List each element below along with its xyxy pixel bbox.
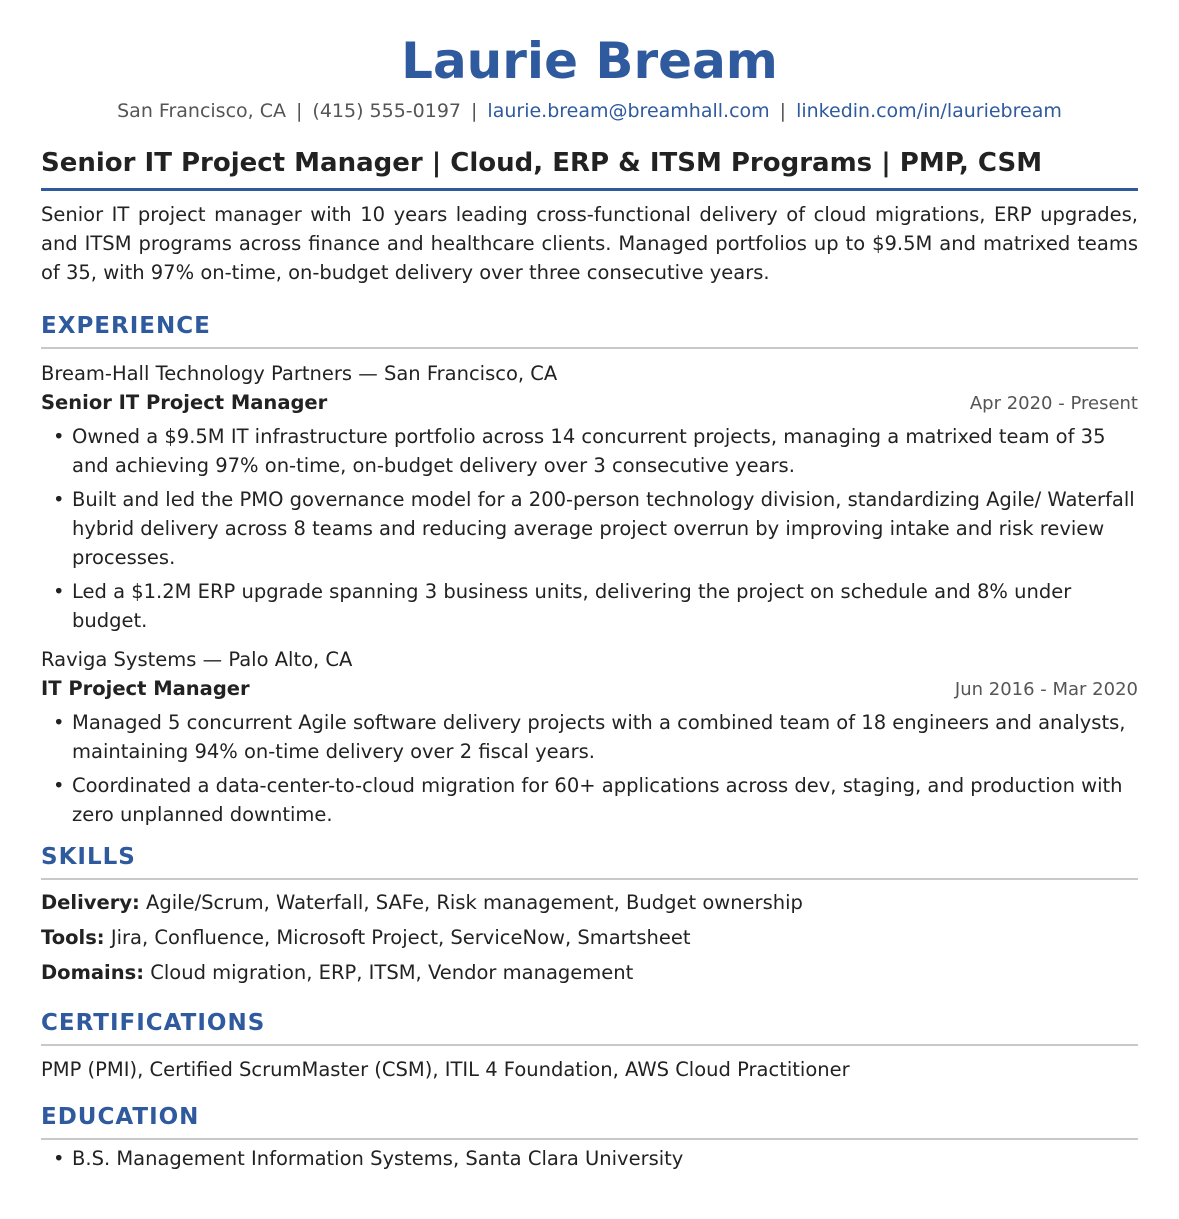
achievement-item [41,708,1138,766]
achievement-text: Coordinated a data-center-to-cloud migration for 60+ applications across dev, staging, and production with zero unplanned downtime. [72,774,1123,826]
achievement-item [41,771,1138,829]
achievement-text: Managed 5 concurrent Agile software delivery projects with a combined team of 18 engineers and analysts, maintaining 94% on-time delivery over 2 fiscal years. [72,711,1126,763]
achievement-text: Led a $1.2M ERP upgrade spanning 3 business units, delivering the project on schedule and 8% under budget. [72,580,1072,632]
education-text: B.S. Management Information Systems, Santa Clara University [72,1147,684,1170]
role-row [41,674,1138,704]
candidate-name: Laurie Bream [401,32,778,90]
certifications-section-title: CERTIFICATIONS [41,1008,1138,1046]
bullet-icon: • [53,774,65,797]
skill-label: Tools: [41,926,105,949]
achievement-list [41,708,1138,829]
job-title: IT Project Manager [41,677,250,700]
bullet-icon: • [53,425,65,448]
achievement-item [41,422,1138,480]
professional-headline: Senior IT Project Manager | Cloud, ERP & ITSM Programs | PMP, CSM [41,146,1138,191]
contact-line [41,98,1138,124]
skill-label: Delivery: [41,891,140,914]
professional-summary: Senior IT project manager with 10 years leading cross-functional delivery of cloud migrations, ERP upgrades, and ITSM programs across finance and healthcare clients. Managed portfolios up to $9.5M and matrixed teams of 35, with 97% on-time, on-budget delivery over three consecutive years. [41,203,1138,284]
contact-phone: (415) 555-0197 [312,100,462,122]
bullet-icon: • [53,711,65,734]
skill-row [41,888,1138,917]
achievement-text: Built and led the PMO governance model for a 200-person technology division, standardizing Agile/ Waterfall hybrid delivery across 8 teams and reducing average project overrun by improving intake and risk review processes. [72,488,1135,569]
education-item [41,1144,1138,1173]
achievement-list [41,422,1138,635]
job-dates: Apr 2020 - Present [969,393,1138,414]
education-list [41,1144,1138,1173]
experience-entry [41,359,1138,635]
bullet-icon: • [53,488,65,511]
company-line: Raviga Systems — Palo Alto, CA [41,648,353,671]
achievement-text: Owned a $9.5M IT infrastructure portfolio across 14 concurrent projects, managing a matrixed team of 35 and achieving 97% on-time, on-budget delivery over 3 consecutive years. [72,425,1106,477]
contact-separator: | [779,100,787,122]
skills-section-title: SKILLS [41,842,1138,880]
skill-value: Cloud migration, ERP, ITSM, Vendor management [150,961,634,984]
certifications-text: PMP (PMI), Certified ScrumMaster (CSM), ITIL 4 Foundation, AWS Cloud Practitioner [41,1058,850,1081]
contact-linkedin-link[interactable]: linkedin.com/in/lauriebream [796,100,1062,122]
education-section-title: EDUCATION [41,1102,1138,1140]
skill-row [41,923,1138,952]
skill-row [41,958,1138,987]
contact-separator: | [296,100,303,122]
experience-entry [41,645,1138,829]
skill-value: Jira, Confluence, Microsoft Project, ServiceNow, Smartsheet [110,926,691,949]
skill-value: Agile/Scrum, Waterfall, SAFe, Risk management, Budget ownership [146,891,803,914]
contact-separator: | [471,100,478,122]
company-line: Bream-Hall Technology Partners — San Francisco, CA [41,362,558,385]
skill-label: Domains: [41,961,145,984]
skills-list [41,888,1138,987]
contact-email-link[interactable]: laurie.bream@breamhall.com [487,100,770,122]
job-title: Senior IT Project Manager [41,391,328,414]
role-row [41,388,1138,418]
bullet-icon: • [53,1147,65,1170]
job-dates: Jun 2016 - Mar 2020 [954,679,1138,700]
bullet-icon: • [53,580,65,603]
achievement-item [41,577,1138,635]
experience-section-title: EXPERIENCE [41,311,1138,349]
achievement-item [41,485,1138,572]
contact-location: San Francisco, CA [117,100,286,122]
